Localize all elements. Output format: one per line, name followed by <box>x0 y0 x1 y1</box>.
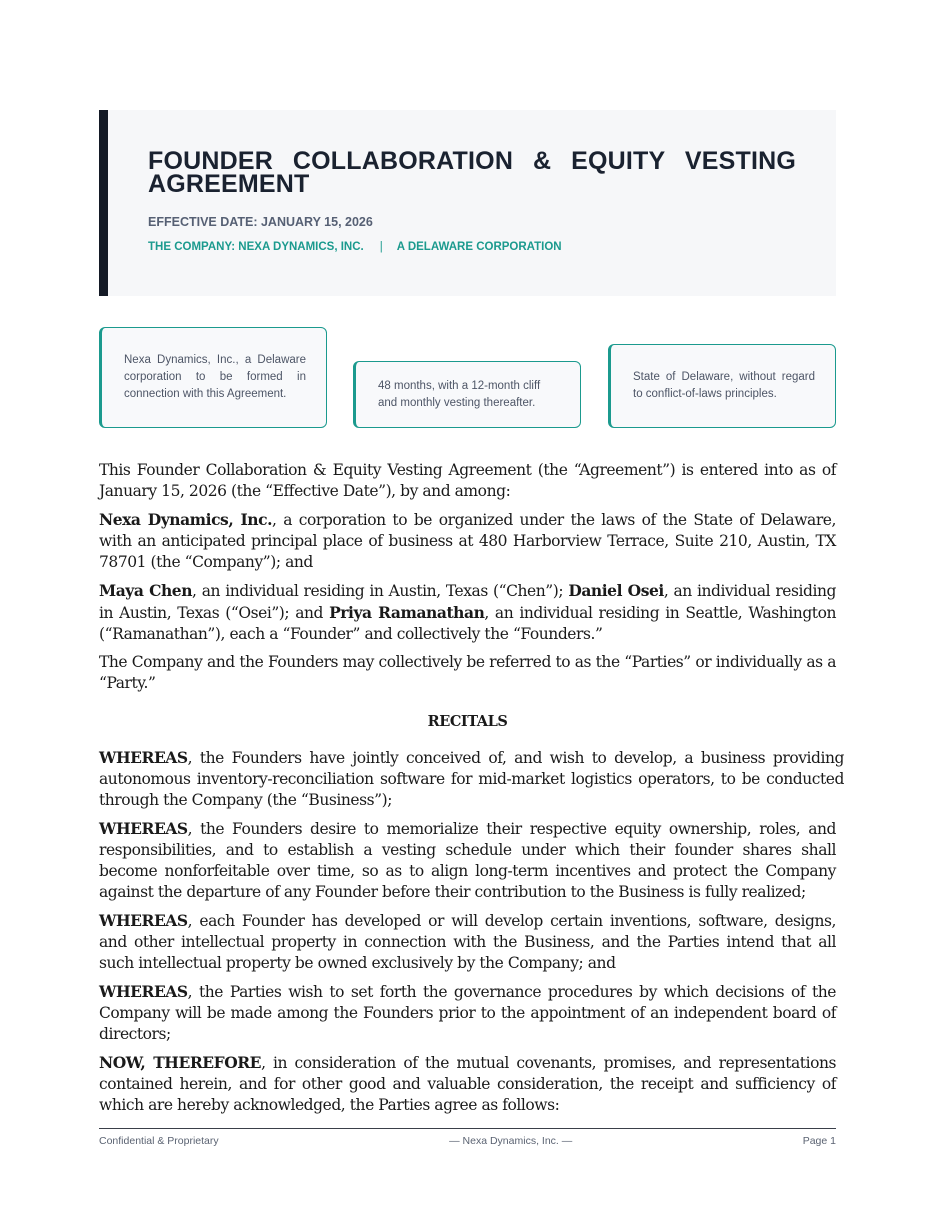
effective-date: EFFECTIVE DATE: JANUARY 15, 2026 <box>148 215 373 229</box>
recital-text: , each Founder has developed or will develop certain inventions, software, designs, and other intellectual property in connection with the Business, and the Parties intend that all such intellectual property be owned exclusively by the Company; and <box>99 912 836 972</box>
document-title: FOUNDER COLLABORATION & EQUITY VESTING AGREEMENT <box>148 147 796 198</box>
operative-text: , in consideration of the mutual covenants, promises, and representations contained herein, and for other good and valuable consideration, the receipt and sufficiency of which are hereby acknowledged, the Parties agree as follows: <box>99 1054 836 1114</box>
footer-company: — Nexa Dynamics, Inc. — <box>449 1135 573 1147</box>
parties-paragraph: The Company and the Founders may collectively be referred to as the “Parties” or individually as a “Party.” <box>99 653 836 692</box>
company-party-name: Nexa Dynamics, Inc. <box>99 510 273 529</box>
info-box-governing-law <box>608 344 836 428</box>
info-box-text: 48 months, with a 12-month cliff and monthly vesting thereafter. <box>378 379 541 409</box>
page-footer <box>99 1128 836 1147</box>
recital-paragraph <box>99 818 836 903</box>
founder-desc-chen: , an individual residing in Austin, Texas (“Chen”); <box>192 582 569 600</box>
founder-desc-osei: , an individual residing in Austin, Texas (“Osei”); and <box>99 582 837 622</box>
jurisdiction: A DELAWARE CORPORATION <box>396 241 562 253</box>
agreement-body <box>99 460 844 1123</box>
company-line <box>148 241 796 253</box>
founders-paragraph <box>99 580 836 645</box>
recital-paragraph <box>99 981 836 1045</box>
info-box-text: State of Delaware, without regard to conflict-of-laws principles. <box>633 371 815 400</box>
recital-lead: WHEREAS <box>99 819 188 838</box>
recital-text: , the Parties wish to set forth the governance procedures by which decisions of the Company will be made among the Founders prior to the appointment of an independent board of directors; <box>99 983 836 1043</box>
footer-confidential: Confidential & Proprietary <box>99 1135 219 1147</box>
recital-lead: WHEREAS <box>99 911 188 930</box>
recital-lead: WHEREAS <box>99 982 188 1001</box>
company-party-desc: , a corporation to be organized under the laws of the State of Delaware, with an anticipated principal place of business at 480 Harborview Terrace, Suite 210, Austin, TX 78701 (the “Company”); and <box>99 511 836 571</box>
recital-lead: WHEREAS <box>99 748 188 767</box>
info-box-vesting <box>353 361 581 428</box>
recital-text: , the Founders desire to memorialize their respective equity ownership, roles, and responsibilities, and to establish a vesting schedule under which their founder shares shall become nonforfeitable over time, so as to align long-term incentives and protect the Company against the departure of any Founder before their contribution to the Business is fully realized; <box>99 820 836 901</box>
operative-paragraph <box>99 1052 836 1116</box>
operative-lead: NOW, THEREFORE <box>99 1053 262 1072</box>
recital-paragraph <box>99 910 836 974</box>
info-box-company <box>99 327 327 428</box>
header-separator: | <box>379 241 383 253</box>
founder-name-chen: Maya Chen <box>99 581 193 600</box>
page-number: Page 1 <box>802 1135 836 1147</box>
recital-paragraph <box>99 747 844 811</box>
company-party-paragraph <box>99 509 836 573</box>
founder-desc-ramanathan: , an individual residing in Seattle, Washington (“Ramanathan”), each a “Founder” and collectively the “Founders.” <box>99 604 836 643</box>
company-name: THE COMPANY: NEXA DYNAMICS, INC. <box>148 241 364 253</box>
info-box-text: Nexa Dynamics, Inc., a Delaware corporation to be formed in connection with this Agreement. <box>124 354 306 400</box>
recitals-heading: RECITALS <box>427 713 508 730</box>
recital-text: , the Founders have jointly conceived of, and wish to develop, a business providing autonomous inventory-reconciliation software for mid-market logistics operators, to be conducted through the Company (the “Business”); <box>99 749 844 809</box>
founder-name-ramanathan: Priya Ramanathan <box>329 603 485 622</box>
document-header <box>99 110 836 296</box>
founder-name-osei: Daniel Osei <box>568 581 664 600</box>
intro-paragraph: This Founder Collaboration & Equity Vesting Agreement (the “Agreement”) is entered into as of January 15, 2026 (the “Effective Date”), by and among: <box>99 461 836 500</box>
